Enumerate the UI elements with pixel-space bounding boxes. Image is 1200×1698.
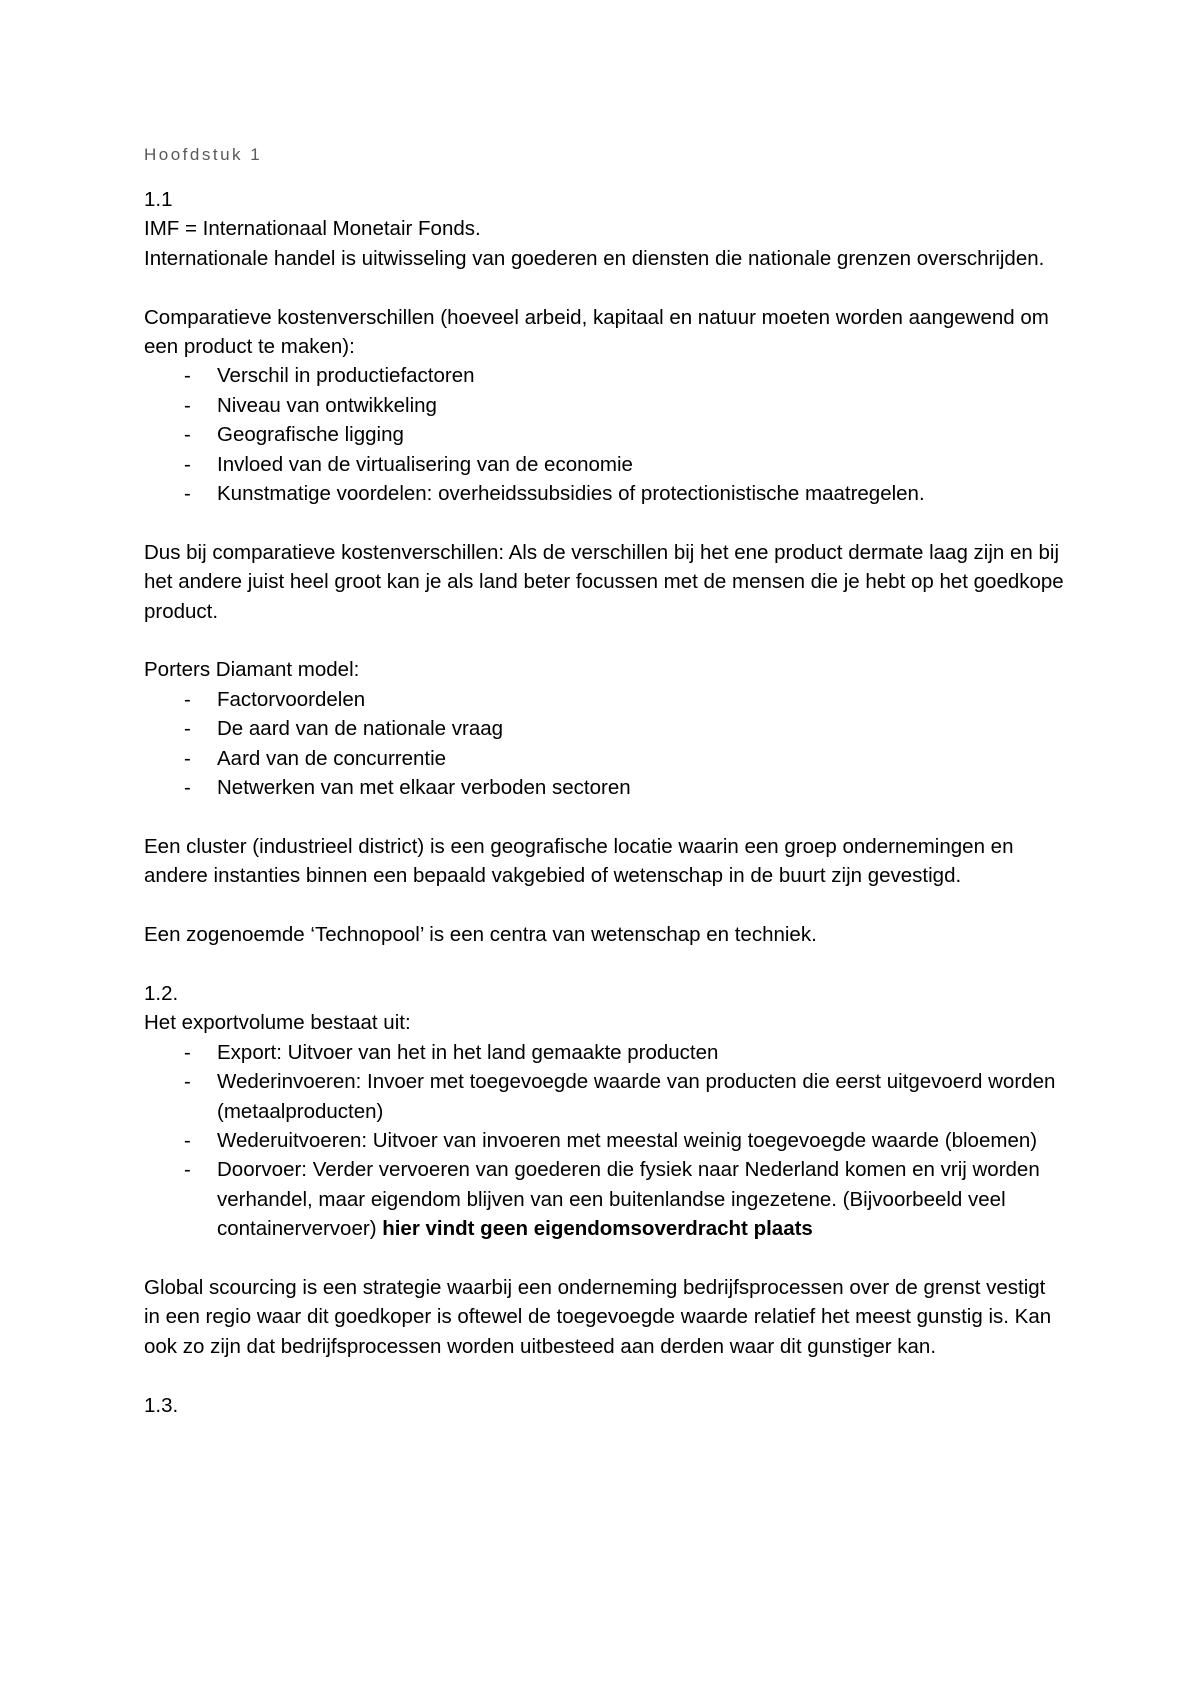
- dash-marker: -: [184, 717, 191, 741]
- list-item: [144, 1067, 1064, 1126]
- imf-definition: IMF = Internationaal Monetair Fonds.: [144, 217, 481, 241]
- spacer: [144, 1361, 1064, 1390]
- list-item: [144, 714, 1064, 743]
- list-item-text: Factorvoordelen: [217, 687, 366, 711]
- dash-marker: -: [184, 482, 191, 506]
- dash-marker: -: [184, 423, 191, 447]
- cluster-definition: Een cluster (industrieel district) is een geografische locatie waarin een groep ondernemingen en andere instanties binnen een bepaald vakgebied of wetenschap in de buurt zijn gevestigd.: [144, 834, 1014, 888]
- comparative-intro: Comparatieve kostenverschillen (hoeveel arbeid, kapitaal en natuur moeten worden aangewend om een product te maken):: [144, 305, 1049, 359]
- list-item: [144, 773, 1064, 802]
- list-item: [144, 391, 1064, 420]
- transit-emphasis: hier vindt geen eigendomsoverdracht plaats: [382, 1217, 813, 1241]
- list-item: [144, 1126, 1064, 1155]
- list-item-text: Export: Uitvoer van het in het land gemaakte producten: [217, 1040, 719, 1064]
- list-item: [144, 479, 1064, 508]
- section-heading-1-3: 1.3.: [144, 1393, 179, 1417]
- list-item: [144, 744, 1064, 773]
- section-heading-1-2: 1.2.: [144, 981, 179, 1005]
- list-item: [144, 420, 1064, 449]
- list-item-text: Geografische ligging: [217, 423, 404, 447]
- list-item: [144, 450, 1064, 479]
- porter-list: [144, 685, 1064, 803]
- list-item: [144, 1155, 1064, 1243]
- list-item-text: Aard van de concurrentie: [217, 746, 447, 770]
- spacer: [144, 891, 1064, 920]
- technopool-definition: Een zogenoemde ‘Technopool’ is een centra van wetenschap en techniek.: [144, 923, 817, 947]
- list-item-text: Kunstmatige voordelen: overheidssubsidies of protectionistische maatregelen.: [217, 482, 925, 506]
- spacer: [144, 508, 1064, 537]
- dash-marker: -: [184, 393, 191, 417]
- dash-marker: -: [184, 1158, 191, 1182]
- list-item-text: Doorvoer: Verder vervoeren van goederen die fysiek naar Nederland komen en vrij worden verhandel, maar eigendom blijven van een buitenlandse ingezetene. (Bijvoorbeeld veel containervervoer): [217, 1158, 1040, 1241]
- list-item-text: Niveau van ontwikkeling: [217, 393, 437, 417]
- list-item: [144, 1038, 1064, 1067]
- section-heading-1-1: 1.1: [144, 188, 173, 211]
- document-page: [144, 140, 1064, 1420]
- dash-marker: -: [184, 1070, 191, 1094]
- list-item: [144, 361, 1064, 390]
- list-item-text: Wederuitvoeren: Uitvoer van invoeren met meestal weinig toegevoegde waarde (bloemen): [217, 1128, 1038, 1152]
- list-item: [144, 685, 1064, 714]
- dash-marker: -: [184, 776, 191, 800]
- chapter-title: Hoofdstuk 1: [144, 145, 263, 164]
- trade-definition: Internationale handel is uitwisseling van goederen en diensten die nationale grenzen overschrijden.: [144, 246, 1045, 270]
- list-item-text: Invloed van de virtualisering van de economie: [217, 452, 633, 476]
- dash-marker: -: [184, 746, 191, 770]
- list-item-text: De aard van de nationale vraag: [217, 717, 504, 741]
- spacer: [144, 1244, 1064, 1273]
- spacer: [144, 626, 1064, 655]
- spacer: [144, 949, 1064, 978]
- list-item-text: Verschil in productiefactoren: [217, 364, 475, 388]
- dash-marker: -: [184, 1040, 191, 1064]
- dash-marker: -: [184, 687, 191, 711]
- dash-marker: -: [184, 364, 191, 388]
- porter-intro: Porters Diamant model:: [144, 658, 360, 682]
- global-sourcing-definition: Global scourcing is een strategie waarbij een onderneming bedrijfsprocessen over de grenst vestigt in een regio waar dit goedkoper is oftewel de toegevoegde waarde relatief het meest gunstig is. Kan ook zo zijn dat bedrijfsprocessen worden uitbesteed aan derden waar dit gunstiger kan.: [144, 1275, 1052, 1358]
- export-intro: Het exportvolume bestaat uit:: [144, 1011, 411, 1035]
- list-item-text: Wederinvoeren: Invoer met toegevoegde waarde van producten die eerst uitgevoerd worden (metaalproducten): [217, 1070, 1056, 1123]
- dash-marker: -: [184, 452, 191, 476]
- spacer: [144, 802, 1064, 831]
- comparative-summary: Dus bij comparatieve kostenverschillen: Als de verschillen bij het ene product dermate laag zijn en bij het andere juist heel groot kan je als land beter focussen met de mensen die je hebt op het goedkope product.: [144, 540, 1064, 623]
- export-list: [144, 1038, 1064, 1244]
- dash-marker: -: [184, 1128, 191, 1152]
- list-item-text: Netwerken van met elkaar verboden sectoren: [217, 776, 631, 800]
- comparative-list: [144, 361, 1064, 508]
- spacer: [144, 273, 1064, 302]
